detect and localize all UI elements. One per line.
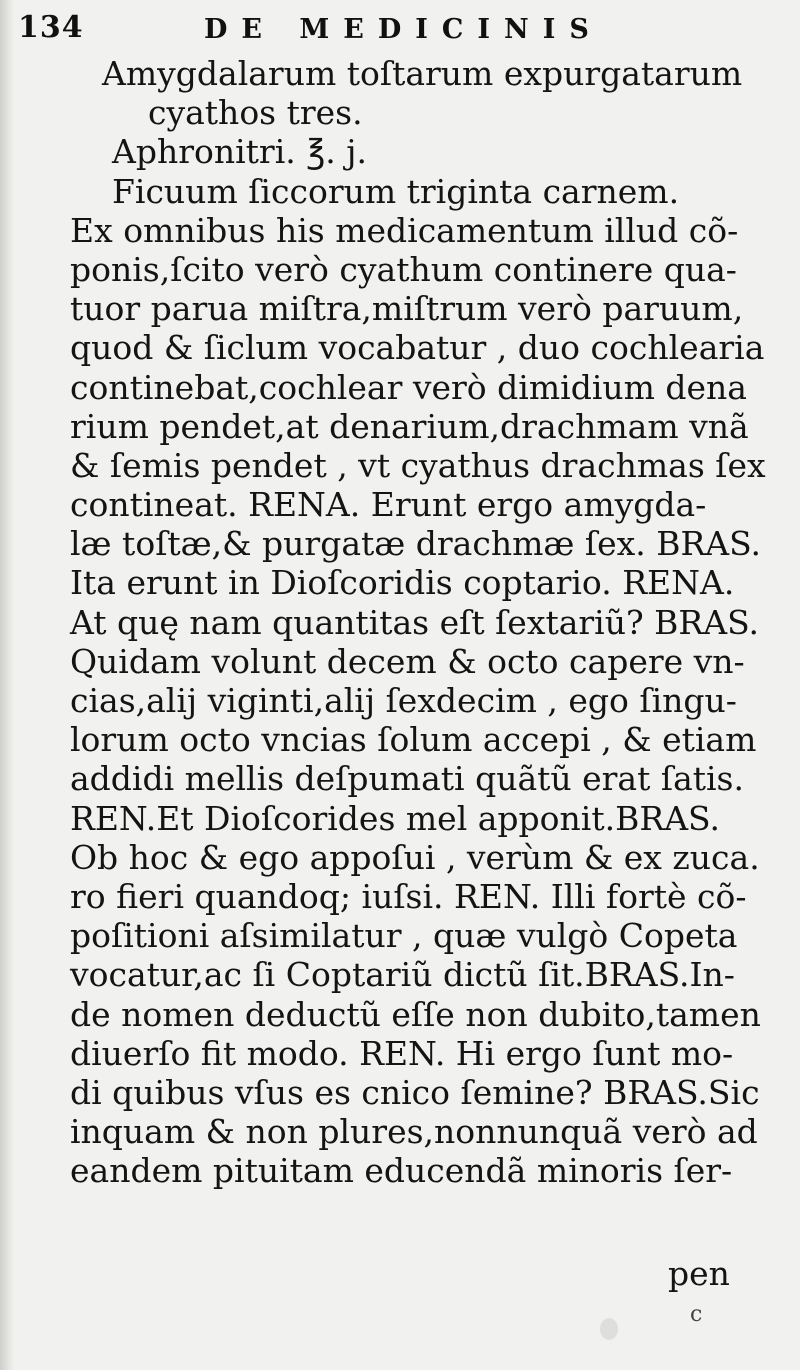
text-line: inquam & non plures,nonnunquã verò ad: [70, 1112, 758, 1152]
catchword: pen: [668, 1254, 730, 1293]
text-line: At quę nam quantitas eſt ſextariũ? BRAS.: [70, 602, 759, 642]
text-line: lorum octo vncias ſolum accepi , & etiam: [70, 720, 757, 760]
text-line: & ſemis pendet , vt cyathus drachmas ſex: [70, 445, 766, 485]
text-line: diuerſo fit modo. REN. Hi ergo ſunt mo-: [70, 1033, 734, 1073]
text-line: addidi mellis deſpumati quãtũ erat ſatis.: [70, 759, 744, 799]
text-line: Quidam volunt decem & octo capere vn-: [70, 641, 745, 681]
text-line: Ob hoc & ego appoſui , verùm & ex zuca.: [70, 837, 760, 877]
page-gutter-shadow: [0, 0, 14, 1370]
text-line: Aphronitri. ℥. j.: [112, 132, 367, 172]
text-line: Ita erunt in Dioſcoridis coptario. RENA.: [70, 563, 735, 603]
text-line: REN.Et Dioſcorides mel apponit.BRAS.: [70, 798, 720, 838]
text-line: rium pendet,at denarium,drachmam vnã: [70, 406, 749, 446]
body-text: [70, 54, 770, 1190]
page-mark: c: [690, 1302, 703, 1327]
text-line: di quibus vſus es cnico ſemine? BRAS.Sic: [70, 1072, 760, 1112]
page-header: [18, 8, 778, 52]
ink-smudge: [600, 1318, 618, 1340]
text-line: cyathos tres.: [148, 93, 363, 133]
text-line: contineat. RENA. Erunt ergo amygda-: [70, 485, 707, 525]
text-line: quod & ſiclum vocabatur , duo cochlearia: [70, 328, 765, 368]
page-number: 134: [18, 10, 84, 45]
text-line: Amygdalarum toſtarum expurgatarum: [102, 54, 743, 93]
text-line: ponis,ſcito verò cyathum continere qua-: [70, 249, 737, 289]
text-line: tuor parua miſtra,miſtrum verò paruum,: [70, 289, 744, 329]
text-line: eandem pituitam educendã minoris ſer-: [70, 1151, 733, 1191]
text-line: de nomen deductũ eſſe non dubito,tamen: [70, 994, 761, 1034]
text-line: vocatur,ac ſi Coptariũ dictũ ſit.BRAS.In-: [70, 955, 735, 995]
text-line: Ex omnibus his medicamentum illud cõ-: [70, 210, 739, 250]
text-line: Ficuum ſiccorum triginta carnem.: [112, 171, 680, 211]
text-line: læ toſtæ,& purgatæ drachmæ ſex. BRAS.: [70, 524, 762, 564]
text-line: continebat,cochlear verò dimidium dena: [70, 367, 747, 407]
text-line: ro fieri quandoq; iuſsi. REN. Illi fortè cõ-: [70, 876, 747, 916]
text-line: cias,alij viginti,alij ſexdecim , ego ſingu-: [70, 681, 737, 720]
running-head: DE MEDICINIS: [204, 14, 603, 45]
text-line: poſitioni aſsimilatur , quæ vulgò Copeta: [70, 916, 738, 956]
